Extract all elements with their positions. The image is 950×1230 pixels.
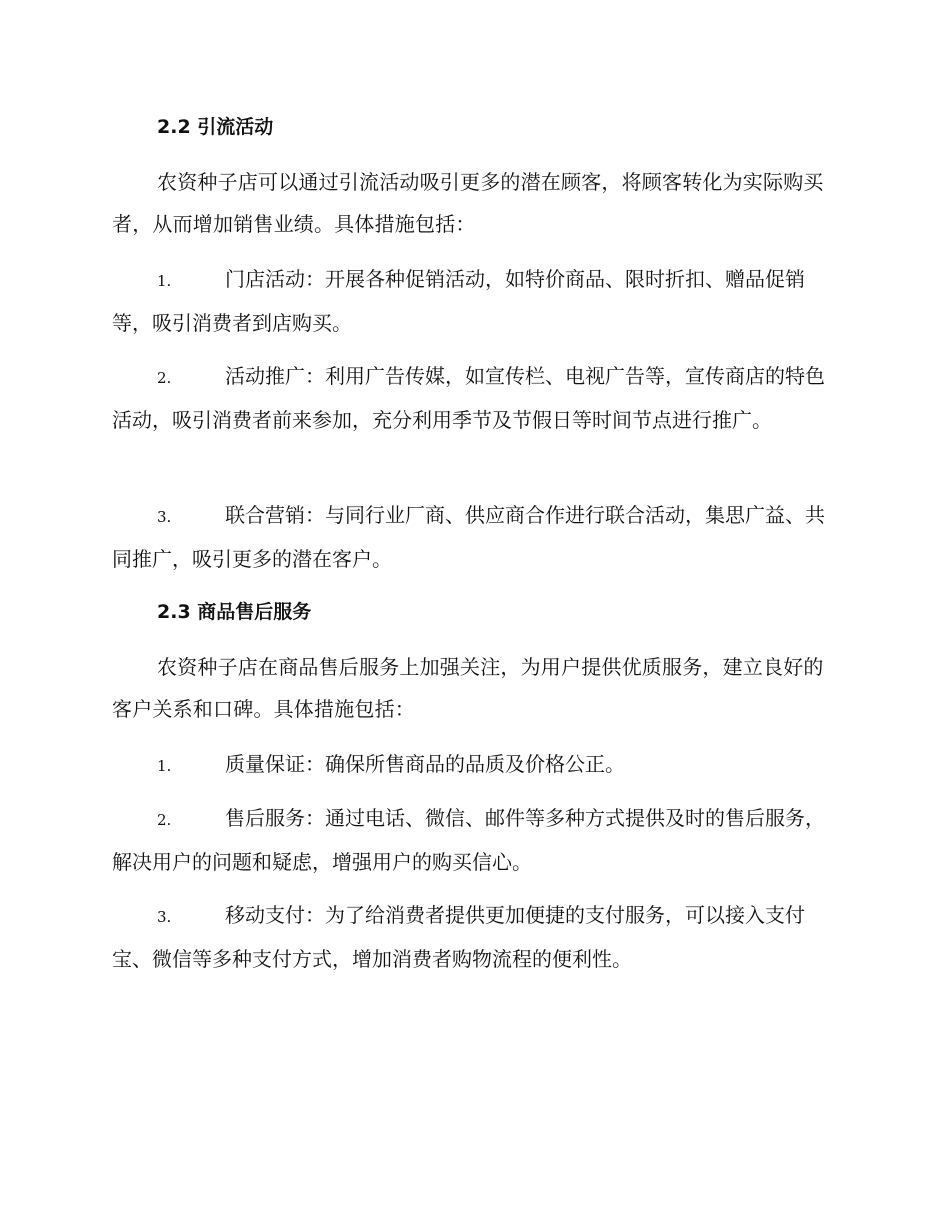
section-heading-2-2: 2.2 引流活动 xyxy=(157,116,274,138)
section-2-3-intro: 农资种子店在商品售后服务上加强关注，为用户提供优质服务，建立良好的客户关系和口碑。具体措施包括： xyxy=(112,655,824,721)
list-number: 3. xyxy=(157,908,172,926)
list-number: 1. xyxy=(157,757,172,775)
list-number: 1. xyxy=(157,272,172,290)
list-text: 活动推广：利用广告传媒，如宣传栏、电视广告等，宣传商店的特色活动，吸引消费者前来参加，充分利用季节及节假日等时间节点进行推广。 xyxy=(112,364,825,432)
list-item xyxy=(112,355,832,441)
list-item xyxy=(112,494,832,580)
list-item xyxy=(112,894,832,980)
list-number: 2. xyxy=(157,811,172,829)
list-text: 售后服务：通过电话、微信、邮件等多种方式提供及时的售后服务，解决用户的问题和疑虑，增强用户的购买信心。 xyxy=(112,806,825,874)
list-text: 移动支付：为了给消费者提供更加便捷的支付服务，可以接入支付宝、微信等多种支付方式，增加消费者购物流程的便利性。 xyxy=(112,903,805,971)
list-item xyxy=(112,743,832,787)
list-text: 质量保证：确保所售商品的品质及价格公正。 xyxy=(225,752,625,776)
list-item xyxy=(112,258,832,344)
list-text: 门店活动：开展各种促销活动，如特价商品、限时折扣、赠品促销等，吸引消费者到店购买。 xyxy=(112,267,805,335)
list-number: 3. xyxy=(157,508,172,526)
section-2-2-intro: 农资种子店可以通过引流活动吸引更多的潜在顾客，将顾客转化为实际购买者，从而增加销售业绩。具体措施包括： xyxy=(112,170,824,236)
list-text: 联合营销：与同行业厂商、供应商合作进行联合活动，集思广益、共同推广，吸引更多的潜在客户。 xyxy=(112,503,825,571)
section-heading-2-3: 2.3 商品售后服务 xyxy=(157,601,312,623)
list-number: 2. xyxy=(157,369,172,387)
list-item xyxy=(112,797,832,883)
